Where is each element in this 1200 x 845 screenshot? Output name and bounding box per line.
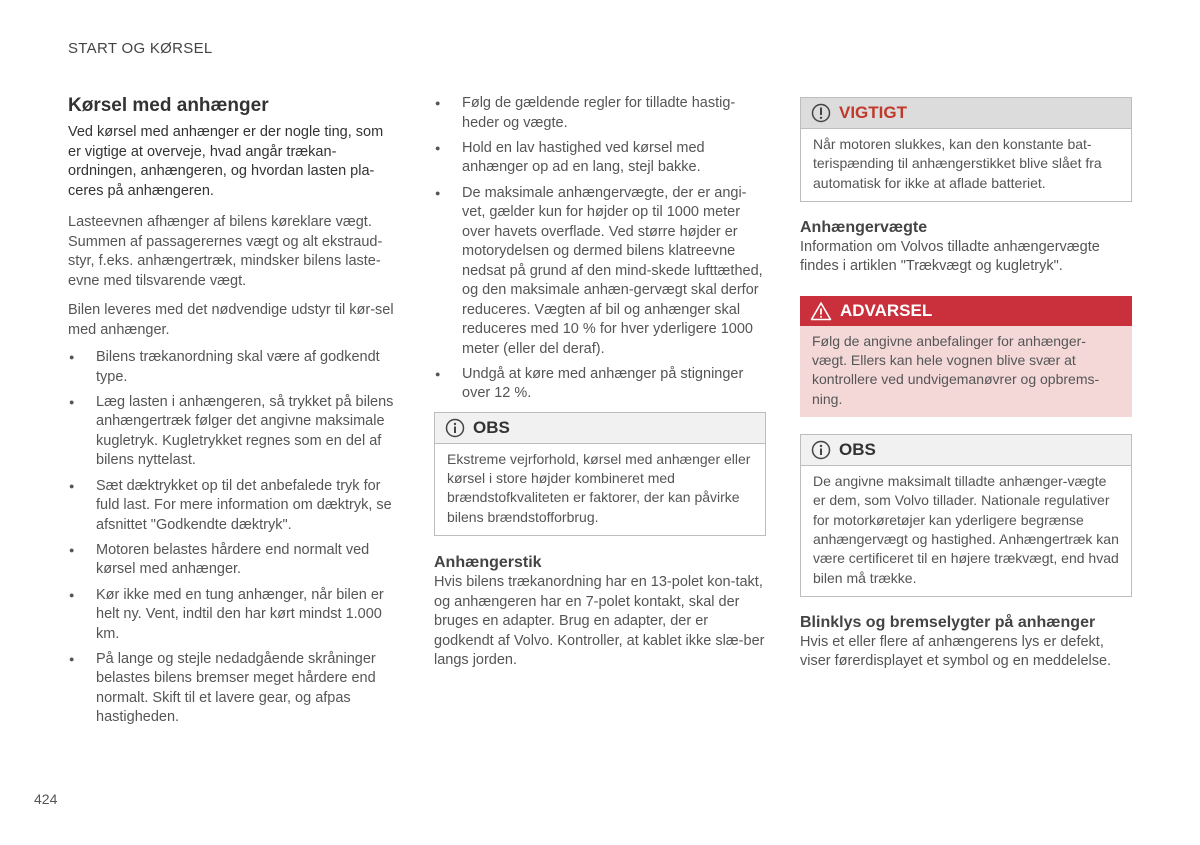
text-anhaengervaegte: Information om Volvos tilladte anhængervægte findes i artiklen "Trækvægt og kugletryk". — [800, 238, 1100, 275]
main-heading: Kørsel med anhænger — [68, 95, 269, 116]
info-icon — [445, 418, 465, 438]
text-anhaengerstik: Hvis bilens trækanordning har en 13-polet kon-takt, og anhængeren har en 7-polet kontakt, skal der bruges en adapter. Brug en adapter, der er godkendt af Volvo. Kontroller, at kablet ikke slæ-ber langs jorden. — [434, 574, 765, 669]
important-box-header — [801, 98, 1131, 129]
heading-anhaengerstik: Anhængerstik — [434, 554, 542, 572]
paragraph-load-capacity: Lasteevnen afhænger af bilens køreklare vægt. Summen af passagerernes vægt og alt ekstraud-styr, f.eks. anhængertræk, mindsker bilens laste-evne med tilsvarende vægt. — [68, 214, 383, 289]
list-item: ● Hold en lav hastighed ved kørsel med anhænger op ad en lang, stejl bakke. — [434, 139, 766, 178]
list-item: ● Sæt dæktrykket op til det anbefalede tryk for fuld last. For mere information om dæktryk, se afsnittet "Godkendte dæktryk". — [68, 477, 398, 536]
important-box — [800, 97, 1132, 202]
list-item: ● Følg de gældende regler for tilladte hastig-heder og vægte. — [434, 94, 766, 133]
list-item: ● Bilens trækanordning skal være af godkendt type. — [68, 348, 398, 387]
column-1 — [68, 94, 398, 734]
important-title: VIGTIGT — [839, 103, 907, 122]
exclamation-icon — [811, 103, 831, 123]
text-blinklys: Hvis et eller flere af anhængerens lys er defekt, viser førerdisplayet et symbol og en meddelelse. — [800, 633, 1112, 670]
obs-box-fuel — [434, 412, 766, 536]
list-item: ● Undgå at køre med anhænger på stigninger over 12 %. — [434, 365, 766, 404]
bullet-list-1 — [68, 348, 398, 728]
section-trailer-weights — [800, 218, 1132, 277]
heading-blinklys: Blinklys og bremselygter på anhænger — [800, 613, 1096, 631]
warning-text: Følg de angivne anbefalinger for anhænger-vægt. Ellers kan hele vognen blive svær at kontrollere ved undvigemanøvrer og opbrems-ning. — [812, 332, 1100, 407]
list-item: ● På lange og stejle nedadgående skråninger belastes bilens bremser meget hårdere end normalt. Skift til et lavere gear, og afpas hastigheden. — [68, 650, 398, 728]
list-item: ● Læg lasten i anhængeren, så trykket på bilens anhængertræk følger det angivne maksimale kugletryk. Kugletrykket regnes som en del af bilens nyttelast. — [68, 393, 398, 471]
list-item: ● De maksimale anhængervægte, der er angi-vet, gælder kun for højder op til 1000 meter over havets overflade. Ved større højder er motorydelsen og dermed bilens klatreevne nedsat på grund af den mind-skede lufttæthed, og den maksimale anhæn-gervægt skal derfor reduceres. Vægten af bil og anhænger skal reduceres med 10 % for hver yderligere 1000 meter (eller del deraf). — [434, 184, 766, 360]
obs-box-header — [435, 413, 765, 444]
info-icon — [811, 440, 831, 460]
bullet-list-2 — [434, 94, 766, 404]
obs-box-weights — [800, 434, 1132, 597]
obs-text: De angivne maksimalt tilladte anhænger-vægte er dem, som Volvo tillader. Nationale regulativer for motorkøretøjer kan yderligere begrænse anhængervægt og hastighed. Anhængertræk kan være certificeret til en højere trækvægt, end hvad bilen må trække. — [813, 473, 1119, 586]
column-2 — [434, 94, 766, 671]
warning-box-header — [800, 296, 1132, 326]
obs-box-header — [801, 435, 1131, 466]
section-trailer-lights — [800, 613, 1132, 672]
warning-title: ADVARSEL — [840, 300, 933, 320]
obs-title: OBS — [473, 417, 510, 437]
warning-box — [800, 296, 1132, 417]
paragraph-equipment: Bilen leveres med det nødvendige udstyr til kør-sel med anhænger. — [68, 302, 394, 338]
column-3 — [800, 94, 1132, 672]
list-item: ● Motoren belastes hårdere end normalt ved kørsel med anhænger. — [68, 541, 398, 580]
warning-triangle-icon — [810, 301, 832, 321]
page-number: 424 — [34, 791, 58, 807]
section-trailer-connector — [434, 553, 766, 671]
intro-text: Ved kørsel med anhænger er der nogle ting, som er vigtige at overveje, hvad angår trækan-ordningen, anhængeren, og hvordan lasten pla-ceres på anhængeren. — [68, 124, 384, 199]
list-item: ● Kør ikke med en tung anhænger, når bilen er helt ny. Vent, indtil den har kørt mindst 1.000 km. — [68, 586, 398, 645]
heading-anhaengervaegte: Anhængervægte — [800, 218, 928, 236]
obs-title: OBS — [839, 440, 876, 460]
section-title: START OG KØRSEL — [68, 40, 213, 57]
obs-text: Ekstreme vejrforhold, kørsel med anhænger eller kørsel i store højder kombineret med brændstofkvaliteten er faktorer, der kan påvirke bilens brændstofforbrug. — [447, 450, 751, 525]
important-text: Når motoren slukkes, kan den konstante bat-terispænding til anhængerstikket blive slået fra automatisk for ikke at aflade batteriet. — [813, 136, 1102, 191]
